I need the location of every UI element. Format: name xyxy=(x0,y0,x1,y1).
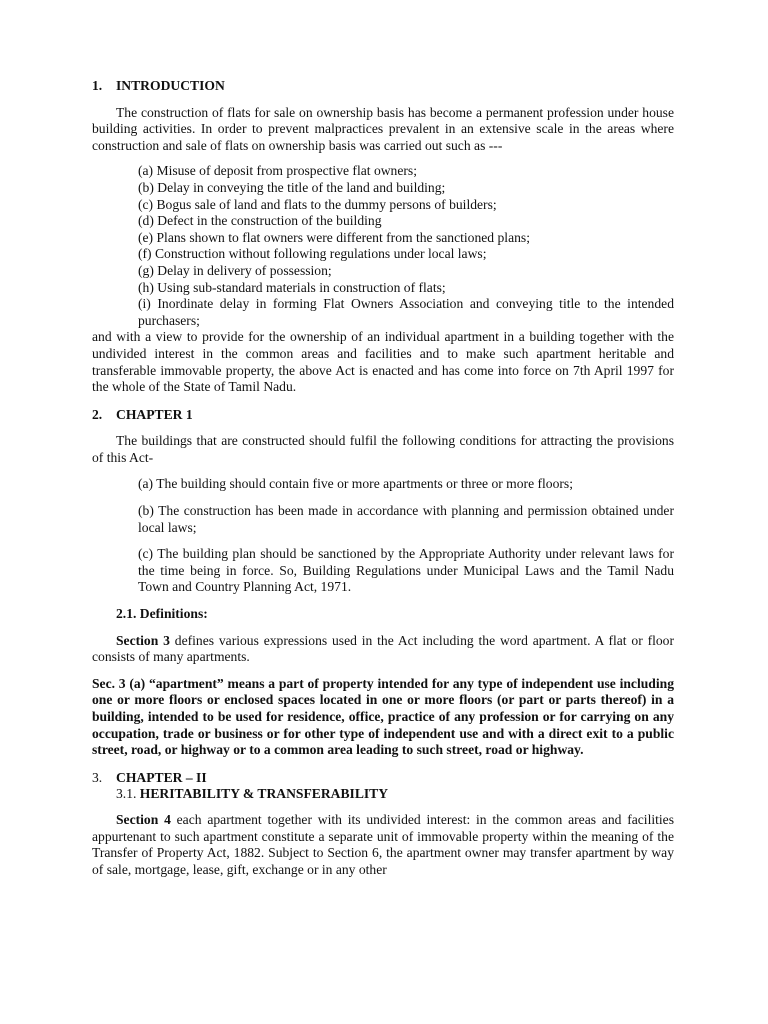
section-2-heading xyxy=(92,407,674,424)
section-title: INTRODUCTION xyxy=(116,78,225,93)
list-item: (b) Delay in conveying the title of the land and building; xyxy=(138,179,446,195)
section-3-heading xyxy=(92,770,674,787)
section-number: 3. xyxy=(92,769,103,785)
subsection-number: 3.1. xyxy=(116,786,137,802)
malpractice-list xyxy=(92,163,674,329)
subsection-heading xyxy=(92,786,674,803)
list-item: (h) Using sub-standard materials in construction of flats; xyxy=(138,279,446,295)
list-item: (g) Delay in delivery of possession; xyxy=(138,262,332,278)
subsection-title: HERITABILITY & TRANSFERABILITY xyxy=(139,786,389,802)
list-item: (i) Inordinate delay in forming Flat Owners Association and conveying title to the intended purchasers; xyxy=(138,296,674,328)
list-item: (c) Bogus sale of land and flats to the dummy persons of builders; xyxy=(138,196,497,212)
section-number: 1. xyxy=(92,78,103,93)
section-3-paragraph xyxy=(92,633,674,666)
section-3-text: defines various expressions used in the Act including the word apartment. A flat or floor consists of many apartments. xyxy=(92,632,675,665)
section-title: CHAPTER 1 xyxy=(116,406,193,422)
chapter1-intro: The buildings that are constructed should fulfil the following conditions for attracting the provisions of this Act- xyxy=(92,433,674,465)
section-3-label: Section 3 xyxy=(116,632,170,648)
condition-a: (a) The building should contain five or more apartments or three or more floors; xyxy=(138,476,573,492)
list-item: (e) Plans shown to flat owners were different from the sanctioned plans; xyxy=(138,229,530,245)
section-title: CHAPTER – II xyxy=(116,769,207,785)
definitions-heading: 2.1. Definitions: xyxy=(116,606,208,622)
list-item: (a) Misuse of deposit from prospective flat owners; xyxy=(138,163,417,179)
list-item: (d) Defect in the construction of the building xyxy=(138,213,382,229)
condition-b: (b) The construction has been made in accordance with planning and permission obtained under local laws; xyxy=(138,503,674,535)
closing-paragraph: and with a view to provide for the ownership of an individual apartment in a building together with the undivided interest in the common areas and facilities and to make such apartment heritable and transferable immovable property, the above Act is enacted and has come into force on 7th April 1997 for the whole of the State of Tamil Nadu. xyxy=(92,329,674,395)
section-4-paragraph xyxy=(92,812,674,878)
intro-paragraph: The construction of flats for sale on ownership basis has become a permanent profession under house building activities. In order to prevent malpractices prevalent in an extensive scale in the areas where construction and sale of flats on ownership basis was carried out such as --- xyxy=(92,104,674,153)
apartment-definition: Sec. 3 (a) “apartment” means a part of property intended for any type of independent use including one or more floors or enclosed spaces located in one or more floors (or part or parts thereof) in a building, intended to be used for residence, office, practice of any profession or for carrying on any occupation, trade or business or for other type of independent use and with a direct exit to a public street, road, or highway or to a common area leading to such street, road or highway. xyxy=(92,675,674,758)
section-4-label: Section 4 xyxy=(116,811,171,827)
section-4-text: each apartment together with its undivided interest: in the common areas and facilities appurtenant to such apartment constitute a separate unit of immovable property within the meaning of the Transfer of Property Act, 1882. Subject to Section 6, the apartment owner may transfer apartment by way of sale, mortgage, lease, gift, exchange or in any other xyxy=(92,811,675,877)
section-1-heading xyxy=(92,78,674,95)
list-item: (f) Construction without following regulations under local laws; xyxy=(138,246,487,262)
section-number: 2. xyxy=(92,406,103,422)
condition-c: (c) The building plan should be sanctioned by the Appropriate Authority under relevant laws for the time being in force. So, Building Regulations under Municipal Laws and the Tamil Nadu Town and Country Planning Act, 1971. xyxy=(138,546,674,595)
document-page xyxy=(92,78,674,878)
